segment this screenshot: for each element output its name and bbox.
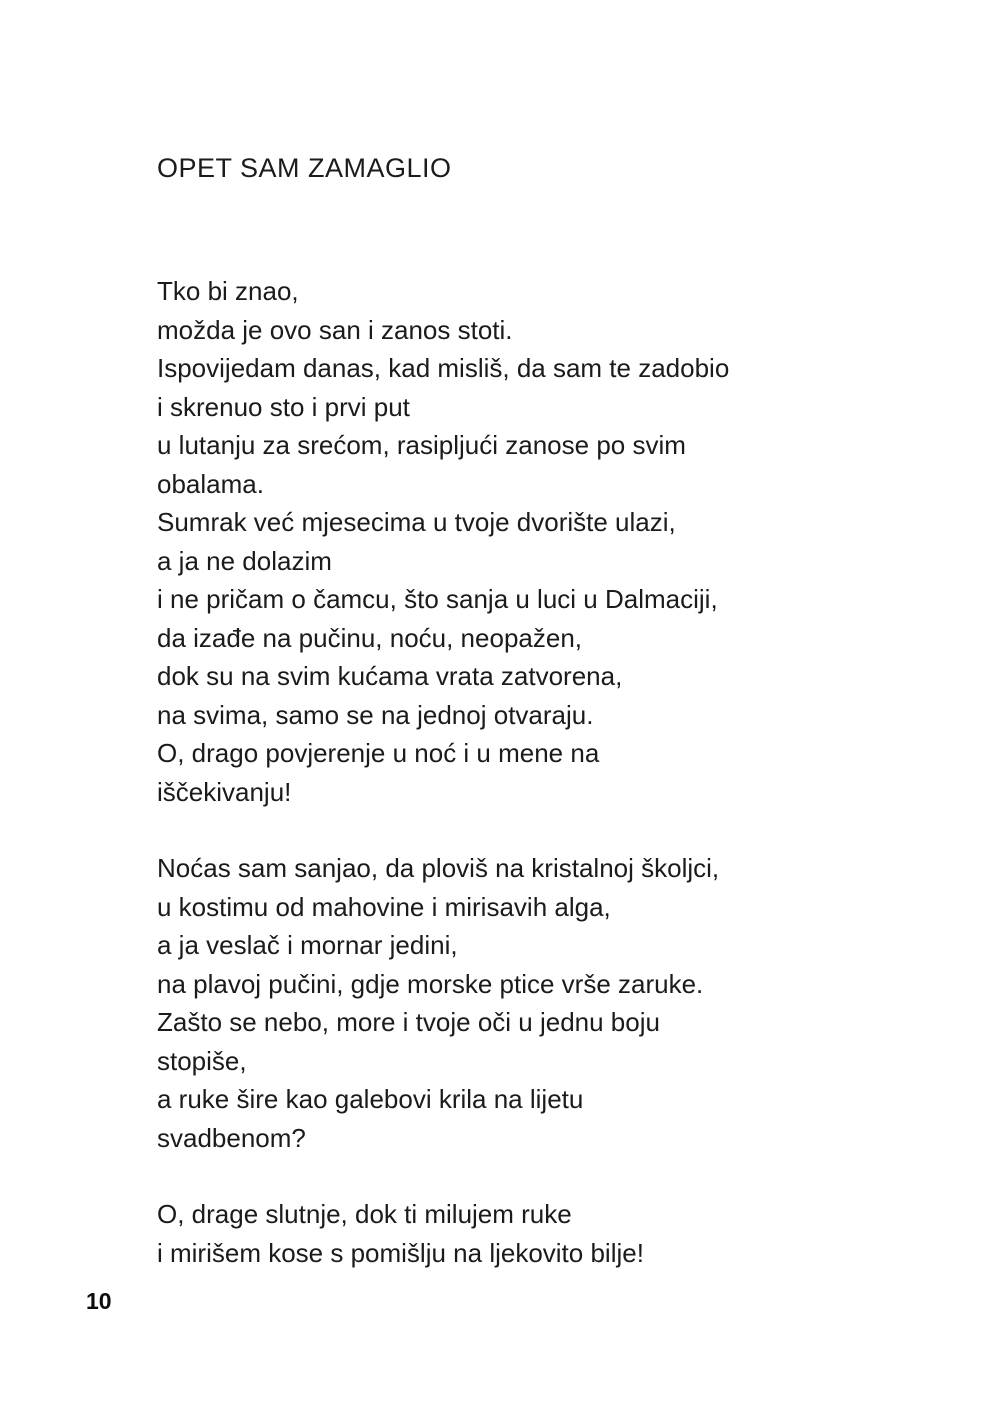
poem-line: i mirišem kose s pomišlju na ljekovito bilje! <box>157 1237 644 1268</box>
poem-line: O, drage slutnje, dok ti milujem ruke <box>157 1199 572 1229</box>
poem-line: Sumrak već mjesecima u tvoje dvorište ulazi, <box>157 507 676 537</box>
poem-line: u kostimu od mahovine i mirisavih alga, <box>157 891 611 922</box>
poem-line: iščekivanju! <box>157 776 292 807</box>
stanza <box>157 272 917 811</box>
poem-line: stopiše, <box>157 1045 247 1076</box>
page-number: 10 <box>86 1288 112 1314</box>
poem-line: Noćas sam sanjao, da ploviš na kristalnoj školjci, <box>157 853 720 883</box>
poem-line: a ruke šire kao galebovi krila na lijetu <box>157 1084 584 1114</box>
poem-line: obalama. <box>157 468 264 499</box>
poem-line: Tko bi znao, <box>157 276 299 306</box>
poem-line: na plavoj pučini, gdje morske ptice vrše zaruke. <box>157 968 704 999</box>
poem-line: Zašto se nebo, more i tvoje oči u jednu boju <box>157 1007 660 1037</box>
stanza <box>157 849 917 1157</box>
poem-line: O, drago povjerenje u noć i u mene na <box>157 738 600 768</box>
stanza <box>157 1195 917 1272</box>
poem-line: Ispovijedam danas, kad misliš, da sam te zadobio <box>157 353 730 383</box>
poem-line: i skrenuo sto i prvi put <box>157 391 410 422</box>
poem-line: dok su na svim kućama vrata zatvorena, <box>157 661 623 691</box>
poem-line: u lutanju za srećom, rasipljući zanose po svim <box>157 430 686 460</box>
poem-line: da izađe na pučinu, noću, neopažen, <box>157 622 583 653</box>
poem-line: svadbenom? <box>157 1122 306 1153</box>
page-title: OPET SAM ZAMAGLIO <box>157 153 452 183</box>
poem-body <box>157 272 917 1272</box>
poem-line: možda je ovo san i zanos stoti. <box>157 314 513 345</box>
poem-line: a ja veslač i mornar jedini, <box>157 930 458 960</box>
poem-line: na svima, samo se na jednoj otvaraju. <box>157 699 594 730</box>
poem-line: i ne pričam o čamcu, što sanja u luci u Dalmaciji, <box>157 584 718 614</box>
poem-line: a ja ne dolazim <box>157 545 332 576</box>
